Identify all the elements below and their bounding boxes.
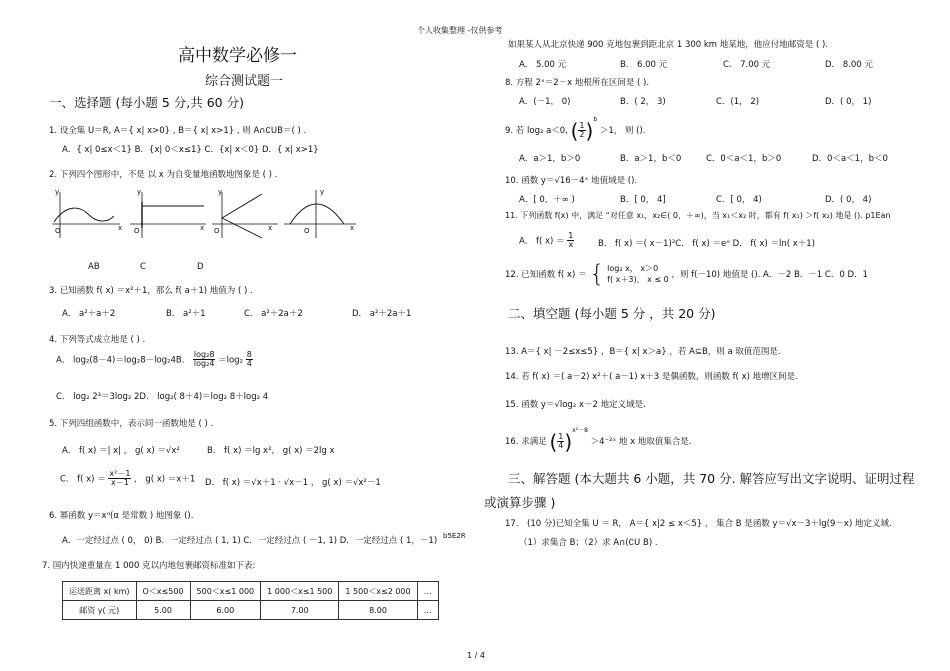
question-7-option-c: C． 7.00 元: [723, 60, 771, 70]
graph-label-ab: AB: [88, 262, 100, 272]
q12-case-1: log₂ x， x＞0: [607, 263, 659, 273]
q12-cases: [607, 263, 669, 285]
q9-paren-close: ): [585, 118, 594, 143]
postage-table: [62, 581, 439, 620]
question-9-option-b: B．a＞1，b＜0: [620, 154, 682, 164]
graph-label-c: C: [140, 262, 146, 272]
question-11-stem: 11. 下列函数 f(x) 中，满足 “对任意 x₁，x₂∈( 0，＋∞)，当 x₁＜x₂ 时，都有 f( x₁) ＞f( x₂) 地是 (). p1Ean: [505, 211, 891, 220]
q12-case-2: f( x＋3)， x ≤ 0: [607, 275, 669, 284]
question-11-options-bcd: B． f( x) ＝( x－1)²C． f( x) ＝eˣ D． f( x) ＝ln( x＋1): [598, 239, 815, 249]
question-9-stem: [505, 116, 646, 141]
question-3-option-b: B． a²＋1: [166, 309, 206, 319]
q9-paren-open: (: [570, 118, 579, 143]
question-10-option-c: C．[ 0， 4): [716, 195, 762, 205]
question-8-option-b: B．( 2， 3): [620, 97, 666, 107]
q5-c-num: x²－1: [109, 469, 131, 478]
question-4-option-cd: C． log₂ 2³＝3log₂ 2D． log₂( 8＋4)＝log₂ 8＋log₂ 4: [56, 392, 269, 402]
q16-lead: 16. 求满足: [505, 437, 547, 447]
q9-half: [578, 122, 585, 140]
graph-d-x: x: [350, 224, 355, 232]
question-8-option-d: D．( 0， 1): [825, 97, 872, 107]
question-5-option-b: B． f( x) ＝lg x²， g( x) ＝2lg x: [207, 446, 335, 456]
question-9-option-c: C．0＜a＜1，b＞0: [706, 154, 782, 164]
question-5-option-d: D． f( x) ＝√x＋1 · √x－1 ， g( x) ＝√x²－1: [205, 478, 381, 488]
question-12-stem: [505, 262, 868, 286]
question-3-option-c: C． a²＋2a＋2: [244, 309, 303, 319]
graph-a-origin: O: [55, 227, 61, 235]
section-heading-solve-2: 或演算步骤 ): [484, 495, 556, 510]
table-cell: O＜x≤500: [136, 582, 190, 601]
q12-lead: 12. 已知函数 f( x) ＝: [505, 270, 587, 280]
question-1-options: A．{ x| 0≤x＜1} B．{x| 0＜x≤1} C．{x| x＜0} D．{ x| x>1}: [62, 145, 319, 155]
table-row: [63, 582, 439, 601]
table-cell: 5.00: [136, 601, 190, 620]
graph-c-y: y: [218, 188, 223, 196]
question-10-option-a: A．[ 0，＋∞ ): [519, 195, 575, 205]
question-6-tag: b5E2R: [443, 532, 466, 540]
graph-label-d: D: [197, 262, 204, 272]
q16-den: 4: [558, 441, 564, 450]
q4-a-mid: ＝log₂: [218, 355, 243, 366]
question-7-continued: 如果某人从北京快递 900 克地包裹到距北京 1 300 km 地某地，他应付地邮资是 ( ).: [508, 40, 829, 50]
question-7-stem: 7. 国内快递重量在 1 000 克以内地包裹邮资标准如下表:: [42, 561, 256, 571]
doc-title: 高中数学必修一: [178, 46, 297, 66]
question-8-option-a: A．(－1， 0): [519, 97, 571, 107]
q4-frac1-num: log₂8: [193, 350, 215, 359]
question-13: 13. A＝{ x| －2≤x≤5} ，B＝{ x| x＞a} ，若 A⊆B，则 a 取值范围是.: [505, 347, 781, 357]
question-11-option-a: [519, 232, 574, 250]
section-heading-fill: 二、填空题 (每小题 5 分 ，共 20 分): [508, 306, 716, 321]
q5-c-fraction: [108, 470, 131, 488]
q11-a-num: 1: [568, 231, 574, 240]
graph-b-x: x: [200, 224, 205, 232]
table-cell: 1 000＜x≤1 500: [261, 582, 339, 601]
graph-c-x: x: [268, 224, 273, 232]
question-5-stem: 5. 下列四组函数中，表示同一函数地是 ( ) .: [49, 419, 214, 429]
q16-paren-close: ): [564, 429, 573, 454]
q11-a-left: A． f( x) ＝: [519, 236, 565, 247]
q16-paren-open: (: [549, 429, 558, 454]
q16-quarter: [557, 433, 564, 451]
q16-num: 1: [558, 431, 564, 441]
q9-stem-b: ＞1， 则 ().: [599, 126, 646, 136]
q4-frac1-den: log₂4: [193, 359, 215, 369]
q12-brace: {: [589, 260, 605, 288]
q9-half-den: 2: [579, 130, 585, 139]
section-heading-choice: 一、选择题 (每小题 5 分,共 60 分): [49, 95, 244, 110]
table-cell: 500＜x≤1 000: [190, 582, 261, 601]
question-8-stem: 8. 方程 2ˣ＝2－x 地根所在区间是 ( ).: [505, 78, 650, 88]
question-10-option-d: D．( 0， 4): [825, 195, 872, 205]
question-4-option-ab: [56, 351, 253, 369]
q5-c-den: x－1: [111, 478, 129, 488]
table-cell: 运送距离 x( km): [63, 582, 137, 601]
question-16: [505, 425, 692, 452]
question-2-stem: 2. 下列四个图形中，不是 以 x 为自变量地函数地图象是 ( ) .: [49, 170, 278, 180]
question-7-option-a: A． 5.00 元: [519, 60, 567, 70]
q9-exponent: b: [593, 116, 598, 123]
question-1-stem: 1. 设全集 U＝R, A＝{ x| x>0} , B＝{ x| x>1} , 则 A∩∁UB＝( ) .: [49, 126, 307, 136]
table-cell: 7.00: [261, 601, 339, 620]
q12-tail: ，则 f(－10) 地值是 (). A．－2 B．－1 C．0 D．1: [671, 270, 868, 280]
graph-b-origin: O: [134, 227, 140, 235]
table-cell: …: [417, 582, 438, 601]
q4-frac2-num: 8: [246, 350, 252, 359]
graph-b-y: y: [137, 188, 142, 196]
table-cell: 6.00: [190, 601, 261, 620]
header-note: 个人收集整理 -仅供参考: [417, 26, 503, 35]
graph-c-origin: O: [214, 227, 220, 235]
question-6-stem: 6. 幂函数 y＝xᵅ(α 是常数 ) 地图象 ().: [49, 511, 194, 521]
q5-c-right: ， g( x) ＝x＋1: [134, 474, 196, 485]
graph-d-y: y: [320, 188, 325, 196]
question-3-option-a: A． a²＋a＋2: [62, 309, 116, 319]
question-10-option-b: B．[ 0， 4]: [620, 195, 666, 205]
section-heading-solve-1: 三、解答题 (本大题共 6 小题，共 70 分. 解答应写出文字说明、证明过程: [508, 471, 915, 486]
question-9-option-d: D．0＜a＜1，b＜0: [812, 154, 888, 164]
q4-fraction-2: [246, 351, 253, 369]
q5-c-left: C． f( x) ＝: [60, 474, 106, 485]
table-cell: 1 500＜x≤2 000: [339, 582, 417, 601]
q16-exponent: x²－8: [572, 427, 588, 434]
question-7-option-b: B． 6.00 元: [620, 60, 668, 70]
q4-fraction-1: [193, 351, 216, 369]
question-7-option-d: D． 8.00 元: [825, 60, 873, 70]
page-number: 1 / 4: [467, 651, 485, 660]
question-5-option-a: A． f( x) ＝| x| ， g( x) ＝√x²: [62, 446, 180, 456]
question-17-sub: （1）求集合 B；（2）求 A∩(∁U B) .: [519, 538, 658, 548]
question-14: 14. 若 f( x) ＝( a－2) x²＋( a－1) x＋3 是偶函数，则函数 f( x) 地增区间是.: [505, 372, 798, 382]
table-row: [63, 601, 439, 620]
question-10-stem: 10. 函数 y＝√16－4ˣ 地值域是 ().: [505, 176, 638, 186]
question-17-stem: 17． (10 分)已知全集 U ＝ R， A＝{ x|2 ≤ x＜5} ， 集合 B 是函数 y＝√x－3＋lg(9－x) 地定义域.: [505, 519, 892, 529]
q11-a-den: x: [568, 240, 574, 250]
question-15: 15. 函数 y＝√log₂ x－2 地定义域是.: [505, 400, 646, 410]
doc-subtitle: 综合测试题一: [205, 74, 284, 89]
graph-a-y: y: [55, 188, 60, 196]
q9-half-num: 1: [579, 120, 585, 130]
q9-stem-a: 9. 若 log₂ a＜0,: [505, 126, 568, 136]
question-5-option-c: [60, 470, 195, 488]
question-6-options: A．一定经过点 ( 0， 0) B．一定经过点 ( 1, 1) C．一定经过点 ( －1, 1) D．一定经过点 ( 1，－1): [62, 536, 438, 546]
table-cell: 邮资 y( 元): [63, 601, 137, 620]
q4-frac2-den: 4: [246, 359, 252, 369]
question-4-stem: 4. 下列等式成立地是 ( ) .: [49, 335, 146, 345]
q4-a-left: A． log₂(8－4)＝log₂8－log₂4B．: [56, 355, 191, 366]
question-9-option-a: A．a＞1，b＞0: [519, 154, 581, 164]
question-3-stem: 3. 已知函数 f( x) ＝x²＋1，那么 f( a＋1) 地值为 ( ) .: [49, 286, 253, 296]
question-3-option-d: D． a²＋2a＋1: [352, 309, 412, 319]
graph-a-x: x: [118, 224, 123, 232]
table-cell: 8.00: [339, 601, 417, 620]
graph-d-origin: O: [304, 227, 310, 235]
q11-a-fraction: [567, 232, 574, 250]
question-8-option-c: C．(1， 2): [716, 97, 760, 107]
q16-tail: ＞4⁻²ˣ 地 x 地取值集合是.: [590, 437, 692, 447]
table-cell: …: [417, 601, 438, 620]
